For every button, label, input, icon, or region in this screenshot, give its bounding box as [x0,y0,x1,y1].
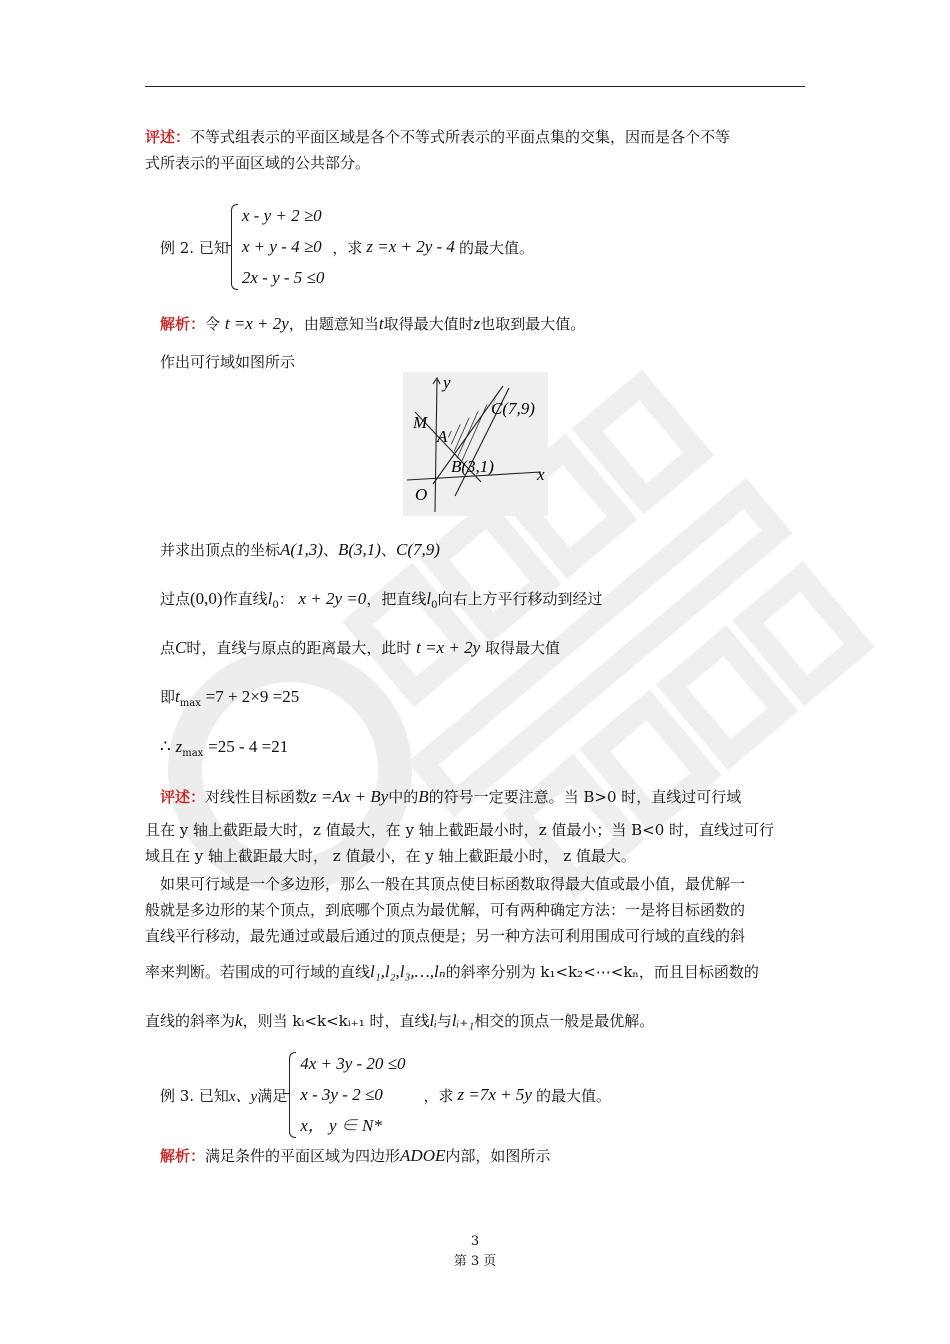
method-paragraph-line-3: 直线平行移动，最先通过或最后通过的顶点便是；另一种方法可利用围成可行域的直线的斜 [145,927,746,945]
header-rule [145,86,805,87]
feasible-region-figure [403,372,548,516]
inequality-row: x - y + 2 ≥0 [241,206,322,225]
t-max-line: 即$t_{max} =7 + 2\times 9 =25$ [160,687,300,709]
label-B: B(3,1) [451,457,494,476]
review-paragraph-1: 评述：不等式组表示的平面区域是各个不等式所表示的平面点集的交集，因而是各个不等 式所表示的平面区域的公共部分。 [145,128,731,172]
page-number: 3 [470,1234,480,1249]
review-label: 评述： [145,128,191,146]
system-brace [231,204,238,290]
z-max-line: ∴ $z_{max} =25 - 4 =21$ [160,737,289,759]
example-2: 例 2. 已知 x - y + 2 ≥0 x + y - 4 ≥0 2x - y - 5 ≤0 ，求 z =x + 2y - 4 的最大值。 [160,202,534,292]
solution-label: 解析： [160,315,206,333]
constraint-row: x - 3y - 2 ≤0 [300,1085,383,1104]
example-2-prefix: 例 2. 已知 [160,238,229,257]
label-M: M [413,413,428,432]
vertices-line: 并求出顶点的坐标A(1,3)、B(3,1)、C(7,9) [160,540,440,559]
point-c-text: 点C时，直线与原点的距离最大，此时 t =x + 2y 取得最大值 [160,638,560,657]
inequality-row: 2x - y - 5 ≤0 [241,268,325,287]
inequality-row: x + y - 4 ≥0 [241,237,322,256]
review-paragraph-2: 评述：对线性目标函数z =Ax + By中的B的符号一定要注意。当 B>0 时，直线过可行域 [160,787,742,806]
solution-2-intro: 解析：令 t =x + 2y，由题意知当t取得最大值时z也取到最大值。 [160,314,586,333]
region-graph [403,372,548,516]
solution-3-intro: 解析：满足条件的平面区域为四边形ADOE内部，如图所示 [160,1146,551,1165]
move-line-text: 过点(0,0)作直线$l_0$： x + 2y =0，把直线$l_0$向右上方平行移动到经过 [160,589,603,611]
label-O: O [415,485,428,504]
inequality-system [242,202,325,292]
example-3: 例 3. 已知 x、y 满足 4x + 3y - 20 ≤0 x - 3y - 2 ≤0 x， y ∈ N* ，求 z =7x + 5y 的最大值。 [160,1050,611,1140]
label-A: A [437,427,448,446]
objective-function: z =7x + 5y [457,1085,532,1104]
draw-region-text: 作出可行域如图所示 [160,353,296,371]
constraint-row: x， y ∈ N* [300,1116,382,1135]
constraint-system [300,1050,405,1140]
example-3-prefix: 例 3. 已知 [160,1086,229,1105]
label-C: C(7,9) [491,399,535,418]
page-label: 第 3 页 [453,1254,497,1269]
method-paragraph-line-1: 如果可行域是一个多边形，那么一般在其顶点使目标函数取得最大值或最小值，最优解一 [160,875,746,893]
y-axis [435,380,437,512]
label-y: y [443,373,451,392]
review-paragraph-2-line-2: 且在 y 轴上截距最大时，z 值最大，在 y 轴上截距最小时，z 值最小；当 B<0 时，直线过可行 [145,821,775,839]
constraint-row: 4x + 3y - 20 ≤0 [300,1054,406,1073]
method-paragraph-line-4: 率来判断。若围成的可行域的直线l₁,l₂,l₃,…,lₙ的斜率分别为 k₁<k₂<⋯<kₙ，而且目标函数的 [145,962,759,981]
system-brace [289,1052,296,1138]
label-x: x [537,465,545,484]
review-paragraph-2-line-3: 域且在 y 轴上截距最大时， z 值最小，在 y 轴上截距最小时， z 值最大。 [145,847,636,865]
review-label: 评述： [160,788,206,806]
method-paragraph-line-2: 般就是多边形的某个顶点，到底哪个顶点为最优解，可有两种确定方法：一是将目标函数的 [145,901,746,919]
method-paragraph-line-5: 直线的斜率为k，则当 kᵢ<k<kᵢ₊₁ 时，直线lᵢ与lᵢ₊₁相交的顶点一般是最优解。 [145,1011,655,1030]
solution-label: 解析： [160,1147,206,1165]
objective-function: z =x + 2y - 4 [366,237,455,256]
